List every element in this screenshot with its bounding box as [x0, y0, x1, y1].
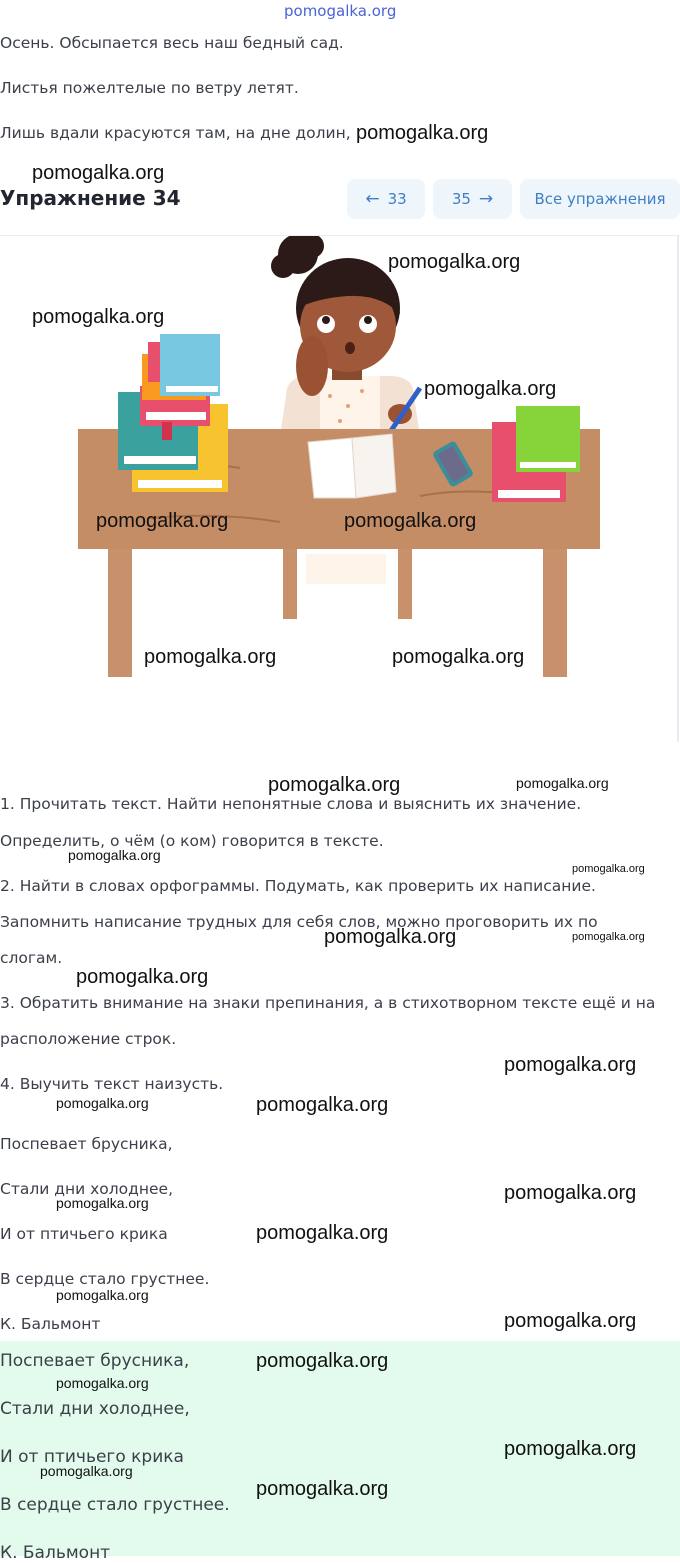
exercise-title: Упражнение 34: [0, 186, 181, 210]
arrow-left-icon: ←: [365, 189, 380, 209]
answer-poem-line: В сердце стало грустнее.: [0, 1495, 230, 1515]
poem-line: И от птичьего крика: [0, 1225, 168, 1243]
watermark: pomogalka.org: [572, 863, 645, 875]
task-line: Определить, о чём (о ком) говорится в тексте.: [0, 832, 384, 850]
poem-previous-line: Лишь вдали красуются там, на дне долин,: [0, 124, 351, 142]
watermark: pomogalka.org: [424, 378, 557, 400]
watermark: pomogalka.org: [388, 251, 521, 273]
watermark-top: pomogalka.org: [284, 2, 397, 20]
watermark: pomogalka.org: [40, 1463, 133, 1479]
watermark: pomogalka.org: [344, 510, 477, 532]
watermark: pomogalka.org: [56, 1095, 149, 1111]
watermark: pomogalka.org: [324, 926, 457, 948]
watermark: pomogalka.org: [256, 1094, 389, 1116]
watermark: pomogalka.org: [504, 1054, 637, 1076]
watermark: pomogalka.org: [504, 1310, 637, 1332]
answer-poem-line: Стали дни холоднее,: [0, 1399, 190, 1419]
all-exercises-button[interactable]: [520, 179, 680, 219]
task-line: Запомнить написание трудных для себя слов, можно проговорить их по: [0, 913, 598, 931]
next-exercise-button[interactable]: [433, 179, 512, 219]
poem-line: Стали дни холоднее,: [0, 1180, 174, 1198]
task-line: 1. Прочитать текст. Найти непонятные слова и выяснить их значение.: [0, 795, 582, 813]
watermark: pomogalka.org: [504, 1182, 637, 1204]
watermark: pomogalka.org: [392, 646, 525, 668]
poem-author: К. Бальмонт: [0, 1315, 101, 1333]
watermark: pomogalka.org: [76, 966, 209, 988]
watermark: pomogalka.org: [516, 775, 609, 791]
answer-poem-line: Поспевает брусника,: [0, 1351, 190, 1371]
prev-exercise-label: 33: [387, 190, 407, 208]
arrow-right-icon: →: [478, 189, 494, 209]
task-line: 3. Обратить внимание на знаки препинания, а в стихотворном тексте ещё и на: [0, 994, 656, 1012]
watermark: pomogalka.org: [96, 510, 229, 532]
task-line: расположение строк.: [0, 1030, 177, 1048]
poem-line: В сердце стало грустнее.: [0, 1270, 210, 1288]
watermark: pomogalka.org: [56, 1195, 149, 1211]
watermark: pomogalka.org: [256, 1478, 389, 1500]
watermark: pomogalka.org: [56, 1287, 149, 1303]
text-cut-edge: [0, 1122, 680, 1130]
watermark: pomogalka.org: [256, 1350, 389, 1372]
poem-line: Поспевает брусника,: [0, 1135, 173, 1153]
task-line: 2. Найти в словах орфограммы. Подумать, как проверить их написание.: [0, 877, 596, 895]
watermark: pomogalka.org: [144, 646, 277, 668]
all-exercises-label: Все упражнения: [534, 190, 666, 208]
watermark: pomogalka.org: [56, 1375, 149, 1391]
prev-exercise-button[interactable]: [347, 179, 425, 219]
watermark: pomogalka.org: [356, 122, 489, 144]
answer-poem-author: К. Бальмонт: [0, 1543, 111, 1563]
task-line: 4. Выучить текст наизусть.: [0, 1075, 224, 1093]
task-line: слогам.: [0, 949, 63, 967]
answer-poem-line: И от птичьего крика: [0, 1447, 184, 1467]
next-exercise-label: 35: [451, 190, 471, 208]
watermark: pomogalka.org: [32, 162, 165, 184]
watermark: pomogalka.org: [256, 1222, 389, 1244]
watermark: pomogalka.org: [504, 1438, 637, 1460]
watermark: pomogalka.org: [572, 931, 645, 943]
watermark: pomogalka.org: [68, 847, 161, 863]
poem-previous-line: Осень. Обсыпается весь наш бедный сад.: [0, 34, 344, 52]
watermark: pomogalka.org: [268, 774, 401, 796]
poem-previous-line: Листья пожелтелые по ветру летят.: [0, 79, 299, 97]
watermark: pomogalka.org: [32, 306, 165, 328]
